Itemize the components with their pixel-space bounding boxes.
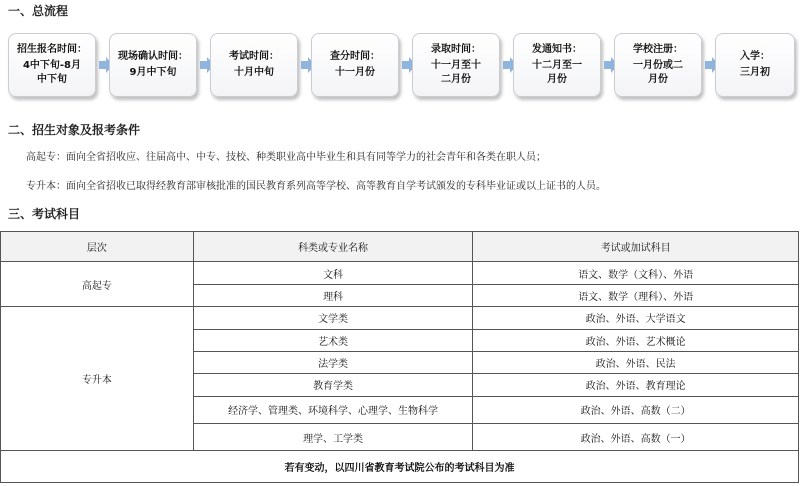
table-row	[1, 262, 799, 284]
section-title-subjects: 三、考试科目	[8, 207, 81, 221]
flow-step-label: 现场确认时间：	[118, 51, 188, 62]
flow-step-value: 4中下旬-8月 中下旬	[22, 60, 82, 85]
flow-step-school-registration	[614, 33, 702, 97]
table-footer-note: 若有变动，以四川省教育考试院公布的考试科目为准	[1, 451, 799, 483]
flow-step-value: 一月份或二 月份	[633, 60, 683, 85]
subjects-cell: 政治、外语、艺术概论	[473, 329, 799, 351]
table-row	[1, 307, 799, 329]
section-title-flow: 一、总流程	[8, 4, 69, 18]
header-major: 科类或专业名称	[193, 232, 473, 262]
flow-step-admission	[412, 33, 500, 97]
level-cell: 高起专	[1, 262, 194, 307]
subjects-cell: 政治、外语、教育理论	[473, 374, 799, 396]
flow-step-label: 录取时间：	[431, 44, 481, 55]
flow-step-label: 考试时间：	[229, 51, 279, 62]
major-cell: 教育学类	[193, 374, 473, 396]
flow-step-value: 9月中下旬	[129, 67, 177, 78]
level-cell: 专升本	[1, 307, 194, 451]
major-cell: 艺术类	[193, 329, 473, 351]
flow-step-enrollment	[715, 33, 795, 97]
section-title-conditions: 二、招生对象及报考条件	[8, 123, 141, 137]
flow-step-value: 十月中旬	[234, 67, 274, 78]
subjects-cell: 政治、外语、高数（二）	[473, 396, 799, 423]
major-cell: 理科	[193, 284, 473, 306]
table-header-row	[1, 232, 799, 262]
header-level: 层次	[1, 232, 194, 262]
flow-step-value: 十二月至一 月份	[532, 60, 582, 85]
flow-step-notice	[513, 33, 601, 97]
subjects-cell: 政治、外语、大学语文	[473, 307, 799, 329]
major-cell: 经济学、管理类、环境科学、心理学、生物科学	[193, 396, 473, 423]
flow-step-value: 三月初	[740, 67, 770, 78]
major-cell: 理学、工学类	[193, 423, 473, 450]
condition-zhuanshengben: 专升本：面向全省招收已取得经教育部审核批准的国民教育系列高等学校、高等教育自学考试颁发的专科毕业证或以上证书的人员。	[26, 181, 606, 192]
subjects-cell: 语文、数学（理科）、外语	[473, 284, 799, 306]
flow-step-confirmation	[109, 33, 197, 97]
major-cell: 法学类	[193, 351, 473, 373]
flow-step-label: 发通知书：	[532, 44, 582, 55]
major-cell: 文科	[193, 262, 473, 284]
subjects-cell: 政治、外语、民法	[473, 351, 799, 373]
condition-gaoqizhuan: 高起专：面向全省招收应、往届高中、中专、技校、种类职业高中毕业生和具有同等学力的社会青年和各类在职人员；	[26, 152, 546, 163]
flow-step-label: 查分时间：	[330, 51, 380, 62]
flow-step-value: 十一月份	[335, 67, 375, 78]
major-cell: 文学类	[193, 307, 473, 329]
flow-step-label: 入学：	[740, 51, 770, 62]
subjects-table	[0, 231, 799, 483]
subjects-cell: 语文、数学（文科）、外语	[473, 262, 799, 284]
flow-step-label: 招生报名时间：	[17, 44, 87, 55]
flow-step-label: 学校注册：	[633, 44, 683, 55]
flow-step-exam	[210, 33, 298, 97]
flow-step-value: 十一月至十 二月份	[431, 60, 481, 85]
subjects-cell: 政治、外语、高数（一）	[473, 423, 799, 450]
process-flow	[8, 33, 796, 99]
table-footer-row	[1, 451, 799, 483]
flow-step-score	[311, 33, 399, 97]
flow-step-registration	[8, 33, 96, 97]
header-subjects: 考试或加试科目	[473, 232, 799, 262]
